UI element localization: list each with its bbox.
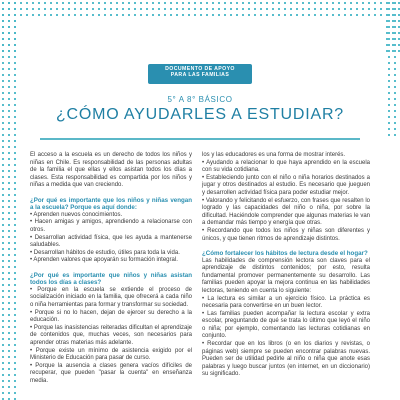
list-item: • Porque existe un mínimo de asistencia exigido por el Ministerio de Educación para pasar de curso. — [30, 347, 192, 362]
list-item: • Las familias pueden acompañar la lectura escolar y extra escolar, preguntando de qué se trata lo último que leyó el niño o niña; por ejemplo, comentando las lecturas cotidianas en conjunto. — [202, 310, 370, 340]
banner-line-1: DOCUMENTO DE APOYO — [165, 66, 235, 72]
right-column — [202, 152, 370, 379]
intro-paragraph: El acceso a la escuela es un derecho de todos los niños y niñas en Chile. Es responsabilidad de las personas adultas de la familia el que ellas y ellos asistan todos los días a clases. Esta responsabilidad es compartida por los niños y niñas a medida que van creciendo. — [30, 152, 192, 189]
list-item: • Valorando y felicitando el esfuerzo, con frases que resalten lo logrado y las capacidades del niño o niña, por sobre la dificultad. Haciéndole comprender que algunas materias le van a demandar más tiempo y energía que otras. — [202, 197, 370, 227]
paragraph: los y las educadores es una forma de mostrar interés. — [202, 152, 346, 158]
list-item: • Ayudando a relacionar lo que haya aprendido en la escuela con su vida cotidiana. — [202, 159, 370, 174]
list-item: • Aprenden nuevos conocimientos. — [30, 211, 123, 218]
grade-label: 5° A 8° BÁSICO — [167, 95, 233, 104]
page-title: ¿CÓMO AYUDARLES A ESTUDIAR? — [55, 106, 345, 123]
left-column — [30, 152, 192, 385]
list-item: • Porque si no lo hacen, dejan de ejercer su derecho a la educación. — [30, 309, 192, 324]
list-item: • Aprenden valores que apoyarán su formación integral. — [30, 257, 178, 264]
list-item: • Desarrollan actividad física, que les ayuda a mantenerse saludables. — [30, 234, 192, 249]
list-item: • Desarrollan hábitos de estudio, útiles para toda la vida. — [30, 249, 180, 256]
list-item: • Recordar que en los libros (o en los diarios y revistas, o páginas web) siempre se pueden encontrar palabras nuevas. Pueden ser de utilidad pedirle al niño o niña que anote esas palabras y luego buscar juntos (en internet, en un diccionario) su significado. — [202, 341, 370, 378]
section-heading-attendance: ¿Por qué es importante que niños y niñas asistan todos los días a clases? — [30, 271, 192, 287]
document-banner — [148, 64, 252, 84]
list-item: • La lectura es similar a un ejercicio físico. La práctica es necesaria para convertirse en un buen lector. — [202, 295, 370, 310]
dotted-pattern-left — [0, 0, 18, 400]
list-item: • Porque las inasistencias reiteradas dificultan el aprendizaje de contenidos que, muchas veces, son necesarios para aprender otras materias más adelante. — [30, 324, 192, 346]
list-item: • Porque en la escuela se extiende el proceso de socialización iniciado en la familia, que ofrecerá a cada niño o niña herramientas para formar y transformar su sociedad. — [30, 286, 192, 308]
list-item: • Recordando que todos los niños y niñas son diferentes y únicos, y que tienen ritmos de aprendizaje distintos. — [202, 227, 370, 242]
section-heading-why-school: ¿Por qué es importante que los niños y niñas vengan a la escuela? Porque es aquí donde: — [30, 196, 192, 212]
list-item: • Hacen amigas y amigos, aprendiendo a relacionarse con otros. — [30, 219, 192, 233]
paragraph: Las habilidades de comprensión lectora son claves para el aprendizaje de distintos contenidos; por esto, resulta fundamental promover permanentemente su desarrollo. Las familias pueden apoyar la mejora continua en las habilidades lectoras, teniendo en cuenta lo siguiente: — [202, 257, 370, 294]
section-heading-reading: ¿Cómo fortalecer los hábitos de lectura desde el hogar? — [202, 250, 368, 258]
title-divider — [40, 138, 360, 140]
list-item: • Porque la ausencia a clases genera vacíos difíciles de recuperar, que pueden "pasar la cuenta" en enseñanza media. — [30, 362, 192, 384]
list-item: • Estableciendo junto con el niño o niña horarios destinados a jugar y otros destinados al estudio. Es necesario que jueguen y desarrollen actividad física para poder estudiar mejor. — [202, 174, 370, 196]
banner-line-2: PARA LAS FAMILIAS — [170, 71, 230, 78]
